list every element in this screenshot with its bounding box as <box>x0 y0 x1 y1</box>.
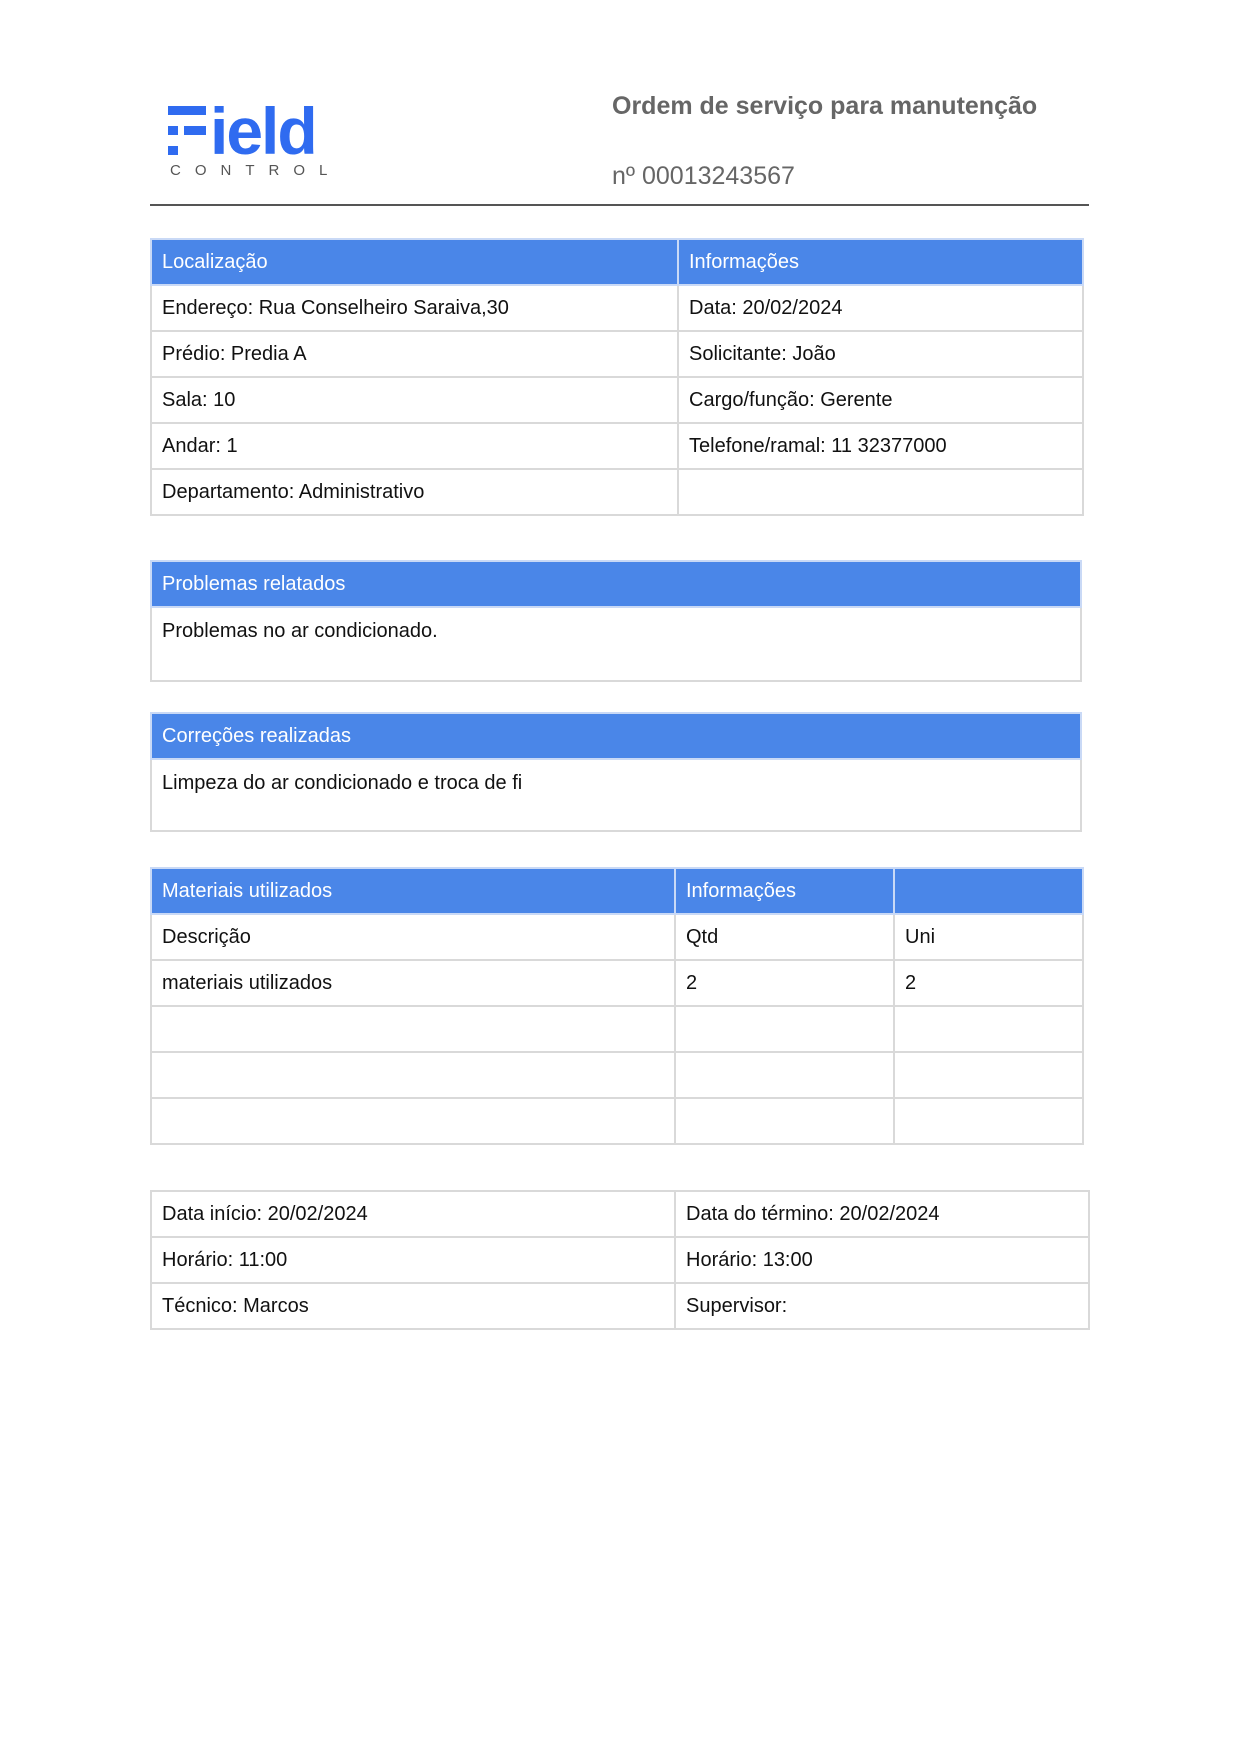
corrections-text: Limpeza do ar condicionado e troca de fi <box>151 759 1081 831</box>
table-cell: Cargo/função: Gerente <box>678 377 1083 423</box>
location-info-table <box>150 238 1084 516</box>
header-correcoes: Correções realizadas <box>151 713 1081 759</box>
table-cell: Horário: 11:00 <box>151 1237 675 1283</box>
table-header-row <box>151 561 1081 607</box>
table-cell: 2 <box>894 960 1083 1006</box>
table-cell <box>894 1098 1083 1144</box>
column-qtd: Qtd <box>675 914 894 960</box>
table-cell <box>678 469 1083 515</box>
header-empty <box>894 868 1083 914</box>
table-cell <box>151 1052 675 1098</box>
logo-text: ield <box>210 94 316 168</box>
table-header-row <box>151 713 1081 759</box>
logo-subtitle: CONTROL <box>170 162 342 179</box>
table-cell <box>675 1006 894 1052</box>
table-cell: Prédio: Predia A <box>151 331 678 377</box>
corrections-table <box>150 712 1082 832</box>
table-cell: Solicitante: João <box>678 331 1083 377</box>
column-descricao: Descrição <box>151 914 675 960</box>
table-header-row <box>151 239 1083 285</box>
table-cell: Departamento: Administrativo <box>151 469 678 515</box>
table-row <box>151 960 1083 1006</box>
table-cell: 2 <box>675 960 894 1006</box>
table-cell: materiais utilizados <box>151 960 675 1006</box>
table-cell: Técnico: Marcos <box>151 1283 675 1329</box>
problems-table <box>150 560 1082 682</box>
table-cell: Data início: 20/02/2024 <box>151 1191 675 1237</box>
table-row <box>151 1237 1089 1283</box>
table-cell <box>894 1006 1083 1052</box>
table-cell <box>675 1052 894 1098</box>
header-materiais: Materiais utilizados <box>151 868 675 914</box>
table-row <box>151 331 1083 377</box>
header-problemas: Problemas relatados <box>151 561 1081 607</box>
order-number: nº 00013243567 <box>612 162 795 190</box>
table-row <box>151 1191 1089 1237</box>
table-cell <box>894 1052 1083 1098</box>
schedule-table <box>150 1190 1090 1330</box>
table-cell: Endereço: Rua Conselheiro Saraiva,30 <box>151 285 678 331</box>
materials-table <box>150 867 1084 1145</box>
table-row <box>151 607 1081 681</box>
document-title: Ordem de serviço para manutenção <box>612 92 1038 120</box>
problems-text: Problemas no ar condicionado. <box>151 607 1081 681</box>
column-uni: Uni <box>894 914 1083 960</box>
table-cell <box>675 1098 894 1144</box>
field-control-logo <box>168 94 342 179</box>
header-informacoes: Informações <box>678 239 1083 285</box>
table-row <box>151 1052 1083 1098</box>
table-row <box>151 285 1083 331</box>
table-row <box>151 759 1081 831</box>
logo-wordmark <box>168 94 316 168</box>
table-cell <box>151 1098 675 1144</box>
table-row <box>151 1006 1083 1052</box>
column-header-row <box>151 914 1083 960</box>
table-cell: Data do término: 20/02/2024 <box>675 1191 1089 1237</box>
table-cell: Andar: 1 <box>151 423 678 469</box>
logo-f-mark <box>168 104 206 158</box>
table-row <box>151 1283 1089 1329</box>
table-cell: Horário: 13:00 <box>675 1237 1089 1283</box>
table-row <box>151 1098 1083 1144</box>
table-header-row <box>151 868 1083 914</box>
table-cell <box>151 1006 675 1052</box>
header-informacoes: Informações <box>675 868 894 914</box>
table-cell: Supervisor: <box>675 1283 1089 1329</box>
table-cell: Sala: 10 <box>151 377 678 423</box>
header-divider <box>150 204 1089 206</box>
table-cell: Data: 20/02/2024 <box>678 285 1083 331</box>
table-row <box>151 423 1083 469</box>
table-row <box>151 469 1083 515</box>
header-localizacao: Localização <box>151 239 678 285</box>
table-row <box>151 377 1083 423</box>
table-cell: Telefone/ramal: 11 32377000 <box>678 423 1083 469</box>
